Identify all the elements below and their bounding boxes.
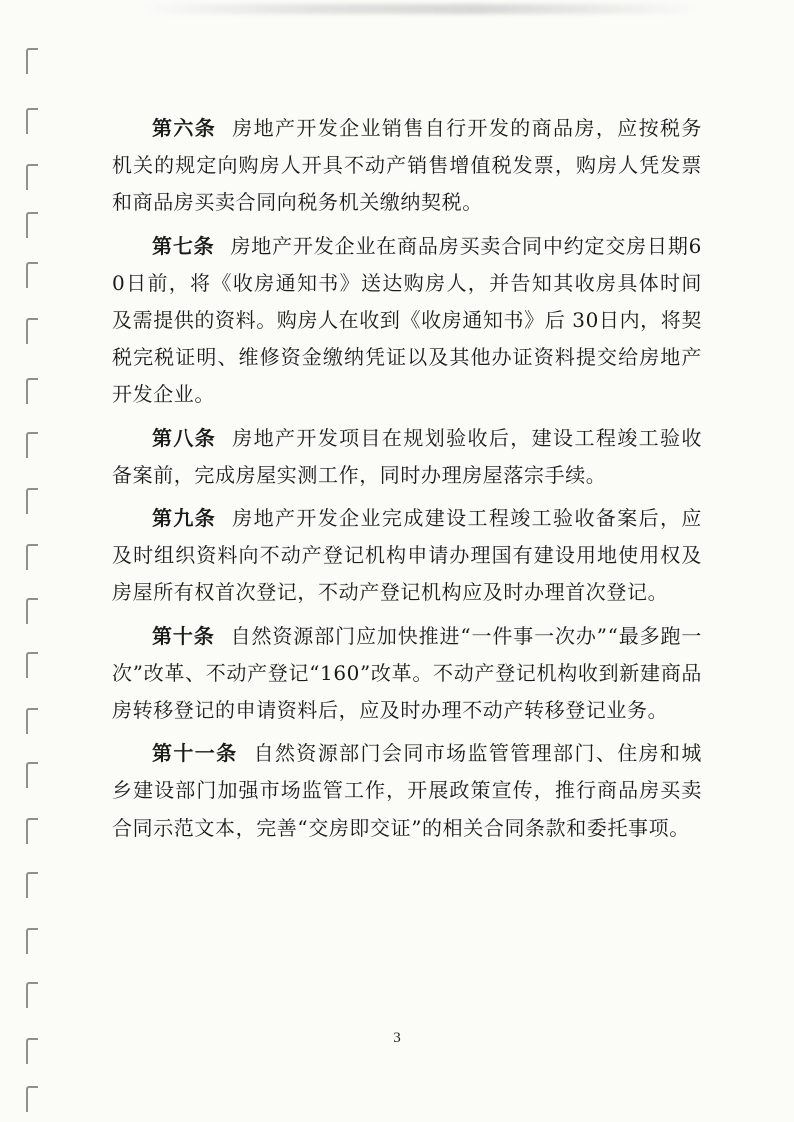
document-body: [112, 110, 702, 853]
binding-hole-mark: [26, 598, 38, 624]
article-text: 房地产开发项目在规划验收后，建设工程竣工验收备案前，完成房屋实测工作，同时办理房屋落宗手续。: [112, 425, 702, 487]
article-heading: 第七条: [152, 233, 215, 258]
binding-hole-mark: [26, 818, 38, 844]
binding-hole-mark: [26, 1086, 38, 1112]
article-heading: 第八条: [152, 425, 217, 450]
binding-hole-mark: [26, 432, 38, 458]
article-9: [112, 500, 702, 612]
binding-hole-mark: [26, 378, 38, 404]
article-text: 房地产开发企业完成建设工程竣工验收备案后，应及时组织资料向不动产登记机构申请办理国有建设用地使用权及房屋所有权首次登记，不动产登记机构应及时办理首次登记。: [112, 506, 702, 605]
binding-hole-mark: [26, 262, 38, 288]
article-heading: 第十条: [152, 623, 215, 648]
binding-hole-mark: [26, 488, 38, 514]
binding-hole-mark: [26, 652, 38, 678]
binding-hole-mark: [26, 544, 38, 570]
article-text: 房地产开发企业销售自行开发的商品房，应按税务机关的规定向购房人开具不动产销售增值税发票，购房人凭发票和商品房买卖合同向税务机关缴纳契税。: [112, 116, 702, 215]
article-text: 自然资源部门会同市场监管管理部门、住房和城乡建设部门加强市场监管工作，开展政策宣传，推行商品房买卖合同示范文本，完善“交房即交证”的相关合同条款和委托事项。: [112, 741, 702, 840]
binding-hole-mark: [26, 708, 38, 734]
article-heading: 第六条: [152, 116, 217, 140]
article-6: [112, 110, 702, 222]
scan-shadow: [140, 4, 700, 14]
binding-hole-mark: [26, 48, 38, 74]
binding-hole-mark: [26, 928, 38, 954]
binding-hole-mark: [26, 212, 38, 238]
article-10: [112, 618, 702, 730]
article-text: 房地产开发企业在商品房买卖合同中约定交房日期60日前，将《收房通知书》送达购房人，并告知其收房具体时间及需提供的资料。购房人在收到《收房通知书》后 30日内，将契税完税证明、维修资金缴纳凭证以及其他办证资料提交给房地产开发企业。: [112, 233, 702, 407]
article-11: [112, 735, 702, 847]
binding-hole-mark: [26, 982, 38, 1008]
article-7: [112, 228, 702, 414]
binding-hole-mark: [26, 318, 38, 344]
page-number: 3: [393, 1030, 401, 1046]
binding-hole-mark: [26, 872, 38, 898]
binding-hole-mark: [26, 164, 38, 190]
article-heading: 第十一条: [152, 741, 238, 766]
article-8: [112, 420, 702, 494]
article-heading: 第九条: [152, 506, 217, 531]
article-text: 自然资源部门应加快推进“一件事一次办”“最多跑一次”改革、不动产登记“160”改革。不动产登记机构收到新建商品房转移登记的申请资料后，应及时办理不动产转移登记业务。: [112, 623, 702, 723]
binding-hole-mark: [26, 108, 38, 134]
binding-hole-mark: [26, 762, 38, 788]
